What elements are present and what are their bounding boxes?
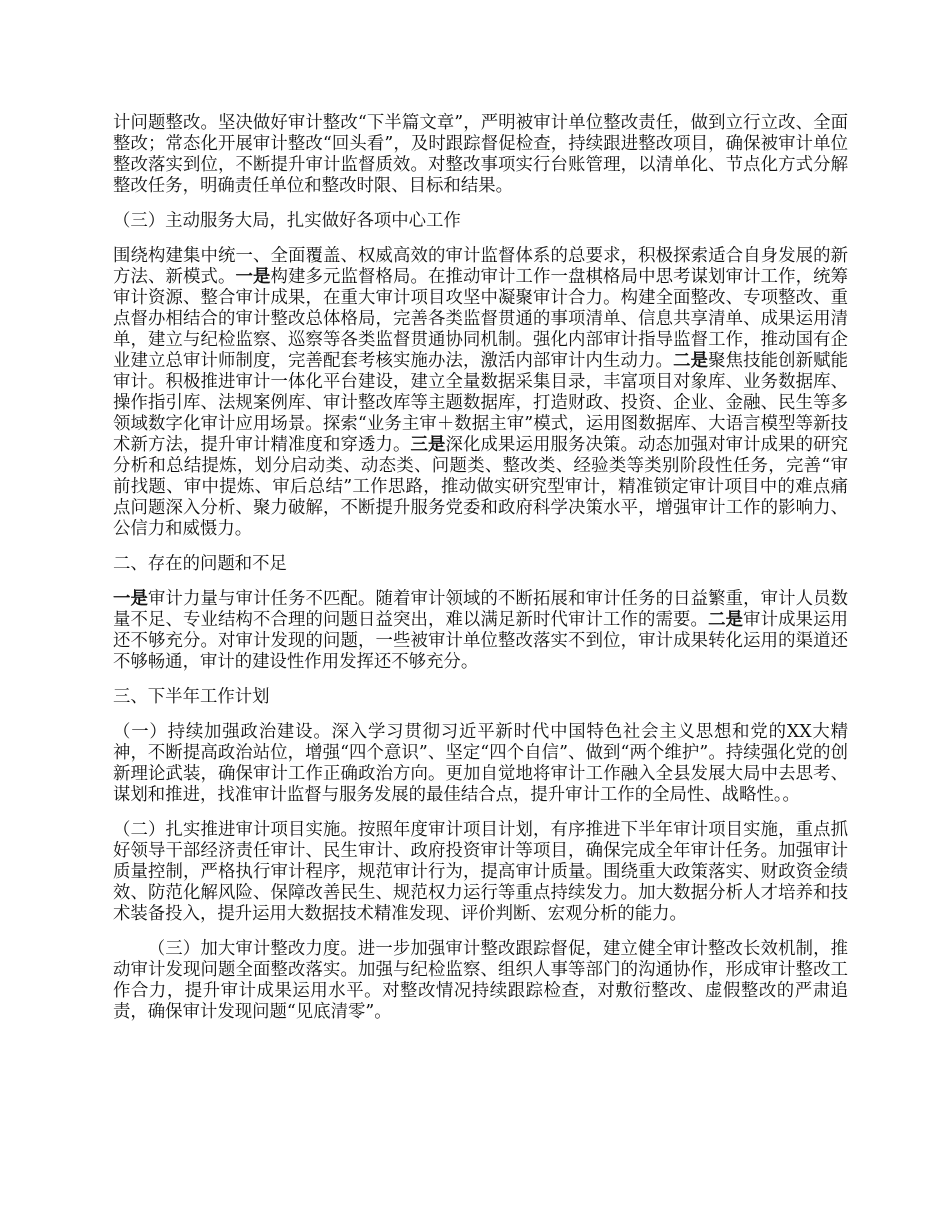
- paragraph-text: 二、存在的问题和不足: [113, 554, 287, 574]
- bold-marker-text: 二是: [708, 610, 744, 630]
- paragraph-text: 审计成果运用还不够充分。对审计发现的问题，一些被审计单位整改落实不到位，审计成果转化运用的渠道还不够畅通，审计的建设性作用发挥还不够充分。: [113, 610, 848, 672]
- paragraph-rectification-continued: [113, 113, 848, 197]
- bold-marker-text: 一是: [113, 589, 149, 609]
- paragraph-text: （一）持续加强政治建设。深入学习贯彻习近平新时代中国特色社会主义思想和党的XX大精神，不断提高政治站位，增强“四个意识”、坚定“四个自信”、做到“两个维护”。持续强化党的创新理论武装，确保审计工作正确政治方向。更加自觉地将审计工作融入全县发展大局中去思考、谋划和推进，找准审计监督与服务发展的最佳结合点，提升审计工作的全局性、战略性。。: [113, 722, 848, 805]
- paragraph-text: （三）加大审计整改力度。进一步加强审计整改跟踪督促，建立健全审计整改长效机制，推动审计发现问题全面整改落实。加强与纪检监察、组织人事等部门的沟通协作，形成审计整改工作合力，提升审计成果运用水平。对整改情况持续跟踪检查，对敷衍整改、虚假整改的严肃追责，确保审计发现问题“见底清零”。: [113, 939, 848, 1022]
- paragraph-audit-supervision-system: [113, 246, 848, 540]
- heading-problems-and-shortcomings: [113, 554, 848, 575]
- paragraph-text: 三、下半年工作计划: [113, 687, 270, 707]
- paragraph-text: （二）扎实推进审计项目实施。按照年度审计项目计划，有序推进下半年审计项目实施，重点抓好领导干部经济责任审计、民生审计、政府投资审计等项目，确保完成全年审计任务。加强审计质量控制，严格执行审计程序，规范审计行为，提高审计质量。围绕重大政策落实、财政资金绩效、防范化解风险、保障改善民生、规范权力运行等重点持续发力。加大数据分析人才培养和技术装备投入，提升运用大数据技术精准发现、评价判断、宏观分析的能力。: [113, 820, 848, 924]
- paragraph-text: 围绕构建集中统一、全面覆盖、权威高效的审计监督体系的总要求，积极探索适合自身发展的新方法、新模式。: [113, 246, 848, 287]
- paragraph-text: 深化成果运用服务决策。动态加强对审计成果的研究分析和总结提炼，划分启动类、动态类、问题类、整改类、经验类等类别阶段性任务，完善“审前找题、审中提炼、审后总结”工作思路，推动做实研究型审计，精准锁定审计项目中的难点痛点问题深入分析、聚力破解，不断提升服务党委和政府科学决策水平，增强审计工作的影响力、公信力和威慑力。: [113, 435, 848, 539]
- paragraph-text: 计问题整改。坚决做好审计整改“下半篇文章”，严明被审计单位整改责任，做到立行立改、全面整改；常态化开展审计整改“回头看”，及时跟踪督促检查，持续跟进整改项目，确保被审计单位整改落实到位，不断提升审计监督质效。对整改事项实行台账管理，以清单化、节点化方式分解整改任务，明确责任单位和整改时限、目标和结果。: [113, 113, 848, 196]
- paragraph-plan-audit-projects: [113, 820, 848, 925]
- heading-second-half-plan: [113, 687, 848, 708]
- bold-marker-text: 三是: [410, 435, 446, 455]
- paragraph-text: 审计力量与审计任务不匹配。随着审计领域的不断拓展和审计任务的日益繁重，审计人员数量不足、专业结构不合理的问题日益突出，难以满足新时代审计工作的需要。: [113, 589, 848, 630]
- paragraph-problems: [113, 589, 848, 673]
- heading-serve-overall-situation: [113, 211, 848, 232]
- bold-marker-text: 二是: [673, 351, 709, 371]
- paragraph-text: 聚焦技能创新赋能审计。积极推进审计一体化平台建设，建立全量数据采集目录，丰富项目对象库、业务数据库、操作指引库、法规案例库、审计整改库等主题数据库，打造财政、投资、企业、金融、民生等多领域数字化审计应用场景。探索“业务主审＋数据主审”模式，运用图数据库、大语言模型等新技术新方法，提升审计精准度和穿透力。: [113, 351, 848, 455]
- paragraph-text: （三）主动服务大局，扎实做好各项中心工作: [113, 211, 461, 231]
- paragraph-plan-political-building: [113, 722, 848, 806]
- bold-marker-text: 一是: [235, 267, 271, 287]
- paragraph-plan-rectification: [113, 939, 848, 1023]
- document-page: [113, 113, 848, 1037]
- paragraph-text: 构建多元监督格局。在推动审计工作一盘棋格局中思考谋划审计工作，统筹审计资源、整合审计成果，在重大审计项目攻坚中凝聚审计合力。构建全面整改、专项整改、重点督办相结合的审计整改总体格局，完善各类监督贯通的事项清单、信息共享清单、成果运用清单，建立与纪检监察、巡察等各类监督贯通协同机制。强化内部审计指导监督工作，推动国有企业建立总审计师制度，完善配套考核实施办法，激活内部审计内生动力。: [113, 267, 848, 371]
